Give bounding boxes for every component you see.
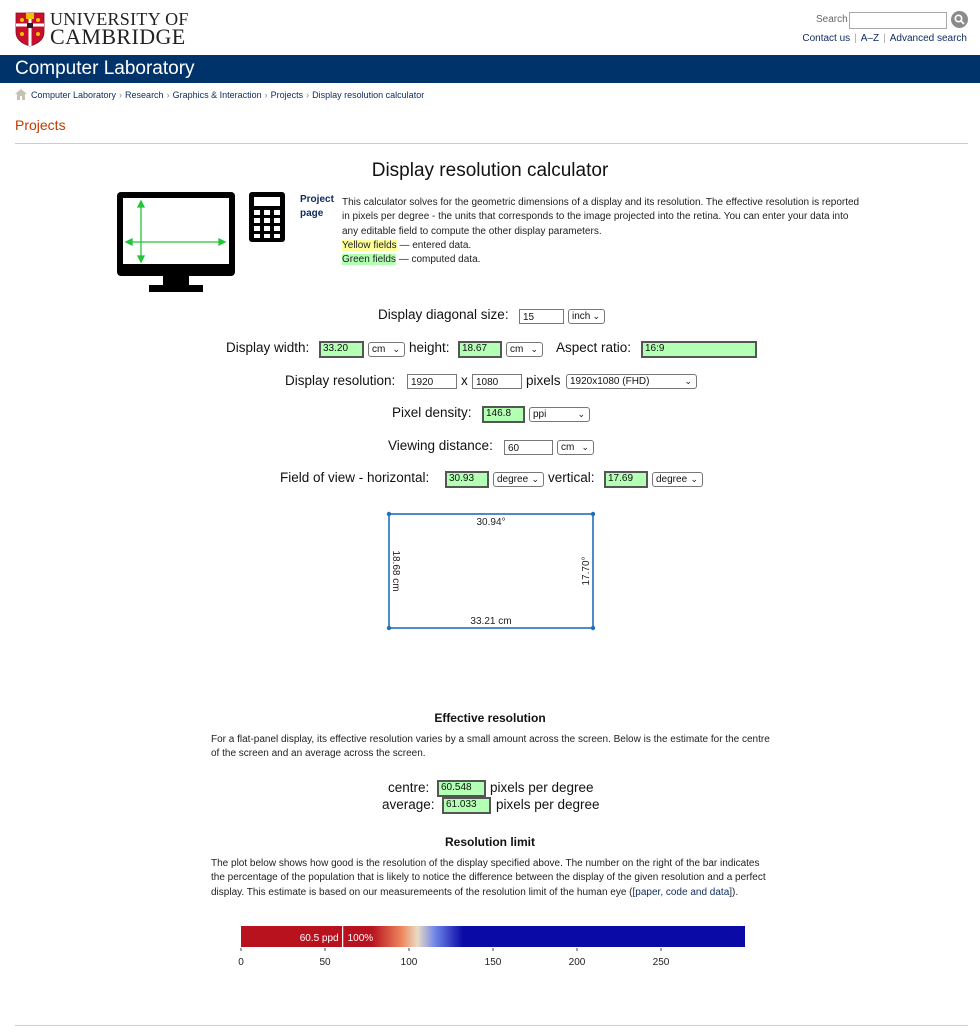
average-label: average: (382, 797, 435, 812)
resolution-label: Display resolution: (285, 373, 396, 388)
breadcrumb-item[interactable]: Display resolution calculator (312, 90, 425, 100)
breadcrumb-item[interactable]: Research (125, 90, 164, 100)
legend-green-text: — computed data. (395, 254, 481, 266)
fov-label: Field of view - horizontal: (280, 470, 430, 485)
corner-handle[interactable] (591, 512, 595, 516)
separator: › (306, 90, 310, 100)
legend-yellow-text: — entered data. (396, 239, 472, 251)
fov-vertical-output[interactable]: 17.69 (604, 471, 648, 488)
width-unit-value: cm (372, 344, 386, 355)
fov-horizontal-unit-select[interactable] (493, 472, 544, 487)
project-page-link[interactable] (300, 193, 334, 221)
chevron-down-icon: ⌄ (392, 344, 400, 354)
diagram-left-label: 18.68 cm (390, 550, 401, 592)
separator: › (119, 90, 123, 100)
advanced-search-link[interactable]: Advanced search (889, 33, 967, 44)
distance-input[interactable]: 60 (504, 440, 553, 455)
a-z-link[interactable]: A–Z (860, 33, 880, 44)
chevron-down-icon: ⌄ (531, 474, 539, 484)
centre-output[interactable]: 60.548 (437, 780, 486, 797)
chevron-down-icon: ⌄ (581, 442, 589, 452)
corner-handle[interactable] (387, 626, 391, 630)
divider (15, 1025, 968, 1026)
department-bar (0, 55, 980, 83)
utility-links (802, 33, 967, 44)
separator: › (264, 90, 268, 100)
distance-unit-select[interactable] (557, 440, 594, 455)
separator: | (854, 33, 857, 44)
resolution-limit-text-after: ). (732, 886, 739, 898)
university-crest-icon[interactable] (15, 12, 45, 47)
centre-label: centre: (388, 780, 430, 795)
resolution-limit-text (211, 857, 771, 900)
legend-yellow-label: Yellow fields (342, 239, 397, 251)
display-geometry-diagram (385, 510, 599, 634)
resolution-height-input[interactable]: 1080 (472, 374, 522, 389)
display-outline (389, 514, 593, 628)
diagonal-input[interactable]: 15 (519, 309, 564, 324)
chevron-down-icon: ⌄ (530, 344, 538, 354)
description-text: This calculator solves for the geometric dimensions of a display and its resolution. The effective resolution is reported in pixels per degree - the units that corresponds to the image projected into the retina. You can enter your data into any editable field to compute the other display parameters. (342, 197, 860, 237)
diagonal-label: Display diagonal size: (378, 307, 509, 322)
legend-green-label: Green fields (342, 254, 396, 266)
resolution-preset-value: 1920x1080 (FHD) (570, 376, 650, 387)
density-label: Pixel density: (392, 405, 472, 420)
contact-us-link[interactable]: Contact us (802, 33, 851, 44)
resolution-preset-select[interactable] (566, 374, 697, 389)
resolution-limit-text-before: The plot below shows how good is the resolution of the display specified above. The number on the right of the bar indicates the percentage of the population that is likely to notice the difference between the display of the given resolution and a perfect display. This estimate is based on our measuremeents of the resolution limit of the human eye ( (211, 858, 766, 898)
site-header (0, 0, 980, 55)
resolution-limit-heading: Resolution limit (445, 835, 535, 849)
centre-unit: pixels per degree (490, 780, 594, 795)
axis-tick-label: 100 (400, 957, 418, 968)
corner-handle[interactable] (387, 512, 391, 516)
height-unit-select[interactable] (506, 342, 543, 357)
department-title[interactable]: Computer Laboratory (15, 58, 195, 79)
chevron-down-icon: ⌄ (690, 474, 698, 484)
aspect-output[interactable]: 16:9 (641, 341, 757, 358)
diagonal-unit-value: inch (572, 311, 591, 322)
chevron-down-icon: ⌄ (684, 376, 692, 386)
search-label: Search (816, 14, 848, 25)
axis-tick-label: 0 (238, 957, 244, 968)
calculator-icon (248, 191, 286, 243)
effective-resolution-heading: Effective resolution (434, 711, 546, 725)
width-unit-select[interactable] (368, 342, 405, 357)
search-button[interactable] (951, 11, 968, 28)
chevron-down-icon: ⌄ (592, 311, 600, 321)
breadcrumb (15, 89, 424, 100)
fov-vertical-unit-select[interactable] (652, 472, 703, 487)
axis-tick-label: 150 (484, 957, 502, 968)
axis-tick-label: 50 (319, 957, 331, 968)
section-title: Projects (15, 117, 66, 133)
distance-unit-value: cm (561, 442, 575, 453)
density-output[interactable]: 146.8 (482, 406, 525, 423)
average-unit: pixels per degree (496, 797, 600, 812)
resolution-width-input[interactable]: 1920 (407, 374, 457, 389)
search-icon (954, 14, 965, 25)
density-unit-value: ppi (533, 409, 547, 420)
calculator-description (342, 196, 864, 267)
diagram-right-label: 17.70° (581, 556, 592, 586)
axis-tick-label: 250 (652, 957, 670, 968)
separator: › (166, 90, 170, 100)
fov-vertical-unit-value: degree (656, 474, 688, 485)
resolution-limit-bar (241, 926, 745, 947)
diagram-bottom-label: 33.21 cm (470, 616, 512, 627)
search-input[interactable] (849, 12, 947, 29)
project-link-line2: page (300, 208, 324, 219)
university-line1: UNIVERSITY OF (50, 9, 189, 29)
axis-tick-label: 200 (568, 957, 586, 968)
university-wordmark[interactable] (50, 9, 189, 49)
fov-horizontal-unit-value: degree (497, 474, 529, 485)
resolution-axis (237, 948, 757, 970)
height-unit-value: cm (510, 344, 524, 355)
breadcrumb-item[interactable]: Computer Laboratory (31, 90, 117, 100)
university-line2: CAMBRIDGE (50, 24, 186, 49)
monitor-icon (115, 190, 237, 294)
fov-vertical-label: vertical: (548, 470, 595, 485)
breadcrumb-item[interactable]: Graphics & Interaction (172, 90, 262, 100)
corner-handle[interactable] (591, 626, 595, 630)
breadcrumb-item[interactable]: Projects (270, 90, 304, 100)
aspect-label: Aspect ratio: (556, 340, 632, 355)
chevron-down-icon: ⌄ (577, 409, 585, 419)
density-unit-select[interactable] (529, 407, 590, 422)
height-output[interactable]: 18.67 (458, 341, 502, 358)
diagram-top-label: 30.94° (476, 517, 506, 528)
separator: | (883, 33, 886, 44)
width-output[interactable]: 33.20 (319, 341, 364, 358)
distance-label: Viewing distance: (388, 438, 493, 453)
resolution-x-label: x (461, 373, 468, 388)
percent-label: 100% (347, 933, 374, 944)
page-title: Display resolution calculator (371, 160, 609, 181)
home-icon[interactable] (15, 89, 27, 100)
paper-code-data-link[interactable]: [paper, code and data] (632, 886, 733, 898)
height-label: height: (409, 340, 450, 355)
project-link-line1: Project (300, 194, 334, 205)
diagonal-unit-select[interactable] (568, 309, 605, 324)
effective-resolution-text: For a flat-panel display, its effective resolution varies by a small amount across the screen. Below is the estimate for the centre of the screen and an average across the screen. (211, 734, 770, 760)
ppd-label: 60.5 ppd (299, 933, 339, 944)
width-label: Display width: (226, 340, 310, 355)
divider (15, 143, 968, 144)
average-output[interactable]: 61.033 (442, 797, 491, 814)
resolution-unit-label: pixels (526, 373, 561, 388)
fov-horizontal-output[interactable]: 30.93 (445, 471, 489, 488)
